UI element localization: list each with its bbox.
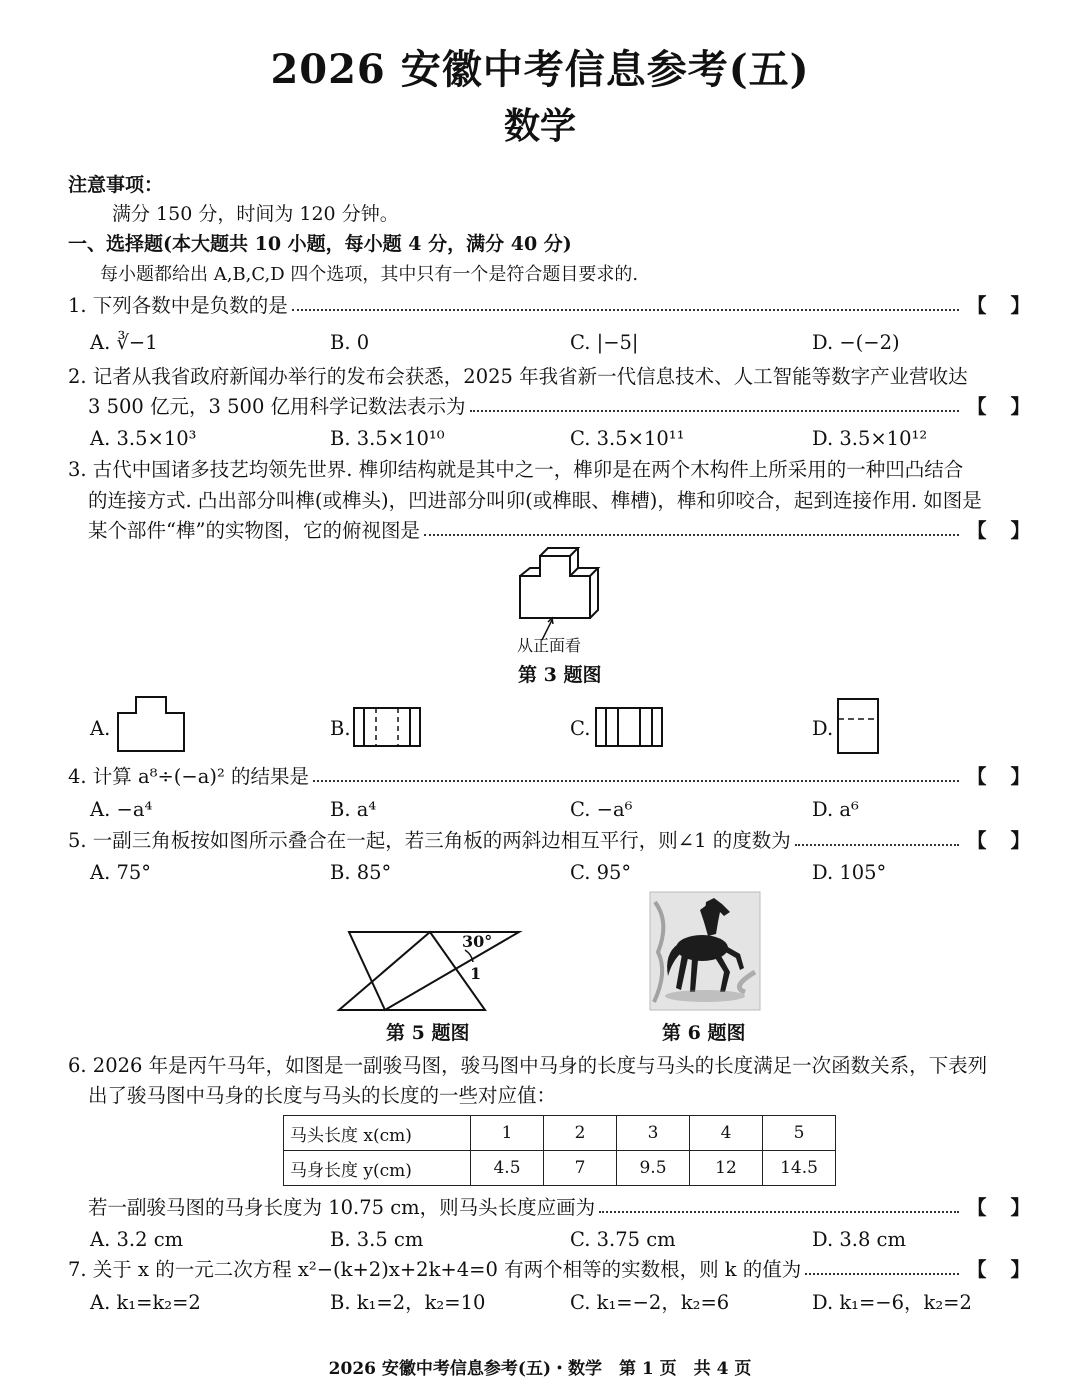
q7-stem: 7. 关于 x 的一元二次方程 x²−(k+2)x+2k+4=0 有两个相等的实数根，则 k 的值为 [68,1258,802,1281]
q7-option-c: C. k₁=−2，k₂=6 [570,1291,730,1314]
leader-dots [599,1195,959,1213]
q4-option-a: A. −a⁴ [90,798,153,821]
q2-stem-row [68,394,1054,420]
q1-option-d: D. −(−2) [812,331,900,354]
exam-title: 2026 安徽中考信息参考(五) [270,46,810,93]
q3-option-a-label: A. [90,717,111,740]
leader-dots [470,394,959,412]
answer-bracket: 【】 [966,294,1054,317]
q3-option-c-label: C. [570,717,591,740]
q7-option-d: D. k₁=−6，k₂=2 [812,1291,972,1314]
section-heading: 一、选择题(本大题共 10 小题，每小题 4 分，满分 40 分) [68,233,572,255]
q3-figure-caption: 第 3 题图 [518,664,602,686]
q3-option-c-shape [594,706,666,750]
leader-dots [292,293,959,311]
q2-option-c: C. 3.5×10¹¹ [570,427,685,450]
q6-stem-line2: 出了骏马图中马身的长度与马头的长度的一些对应值： [88,1084,557,1107]
q6-stem-row [68,1195,1054,1221]
table-row [284,1116,836,1151]
angle-30-label: 30° [462,932,493,951]
notice-heading: 注意事项： [68,174,164,196]
table-cell: 12 [690,1151,763,1186]
q7-option-b: B. k₁=2，k₂=10 [330,1291,486,1314]
horse-length-table [283,1115,836,1186]
triangle-upper [349,932,519,1010]
q3-stem-line3: 某个部件“榫”的实物图，它的俯视图是 [88,519,420,542]
q4-option-b: B. a⁴ [330,798,377,821]
table-cell: 1 [471,1116,544,1151]
q3-stem-row [68,518,1054,544]
q5-stem: 5. 一副三角板按如图所示叠合在一起，若三角板的两斜边相互平行，则∠1 的度数为 [68,829,791,852]
answer-bracket: 【】 [966,395,1054,418]
q4-option-d: D. a⁶ [812,798,859,821]
table-cell: 5 [763,1116,836,1151]
subject-title: 数学 [503,105,576,147]
q4-option-c: C. −a⁶ [570,798,633,821]
answer-bracket: 【】 [966,765,1054,788]
angle-1-label: 1 [470,964,482,983]
q5-option-b: B. 85° [330,861,392,884]
q1-stem-row [68,293,1054,319]
q1-option-b: B. 0 [330,331,370,354]
q2-stem-line1: 2. 记者从我省政府新闻办举行的发布会获悉，2025 年我省新一代信息技术、人工智能等数字产业营收达 [68,365,968,388]
triangle-set-figure [335,928,525,1016]
q3-option-b-shape [352,706,424,750]
table-header-y: 马身长度 y(cm) [284,1151,471,1186]
answer-bracket: 【】 [966,519,1054,542]
q6-stem-line3: 若一副骏马图的马身长度为 10.75 cm，则马头长度应画为 [88,1196,596,1219]
answer-bracket: 【】 [966,1258,1054,1281]
q3-option-d-label: D. [812,717,834,740]
q4-stem: 4. 计算 a⁸÷(−a)² 的结果是 [68,765,309,788]
q2-option-d: D. 3.5×10¹² [812,427,928,450]
q6-option-c: C. 3.75 cm [570,1228,676,1251]
table-cell: 14.5 [763,1151,836,1186]
page-footer: 2026 安徽中考信息参考(五)・数学 第 1 页 共 4 页 [328,1359,752,1379]
q7-option-a: A. k₁=k₂=2 [90,1291,201,1314]
leader-dots [805,1257,959,1275]
q7-stem-row [68,1257,1054,1283]
q2-option-a: A. 3.5×10³ [90,427,197,450]
front-view-label: 从正面看 [517,636,582,655]
answer-bracket: 【】 [966,829,1054,852]
q6-option-b: B. 3.5 cm [330,1228,424,1251]
q2-stem-line2: 3 500 亿元，3 500 亿用科学记数法表示为 [88,395,466,418]
table-header-x: 马头长度 x(cm) [284,1116,471,1151]
leader-dots [795,828,959,846]
leader-dots [313,764,959,782]
q5-figure-caption: 第 5 题图 [386,1022,470,1044]
q4-stem-row [68,764,1054,790]
q5-stem-row [68,828,1054,854]
q3-stem-line2: 的连接方式. 凸出部分叫榫(或榫头)，凹进部分叫卯(或榫眼、榫槽)，榫和卯咬合，起到连接作用. 如图是 [88,489,982,512]
q3-option-a-shape [116,695,188,755]
q3-stem-line1: 3. 古代中国诸多技艺均领先世界. 榫卯结构就是其中之一，榫卯是在两个木构件上所采用的一种凹凸结合 [68,458,964,481]
q2-option-b: B. 3.5×10¹⁰ [330,427,445,450]
q3-option-d-shape [836,697,882,757]
answer-bracket: 【】 [966,1196,1054,1219]
table-cell: 9.5 [617,1151,690,1186]
q5-option-d: D. 105° [812,861,887,884]
table-cell: 3 [617,1116,690,1151]
table-cell: 4 [690,1116,763,1151]
q1-option-c: C. |−5| [570,331,639,354]
q6-stem-line1: 6. 2026 年是丙午马年，如图是一副骏马图，骏马图中马身的长度与马头的长度满足一次函数关系，下表列 [68,1054,988,1077]
section-instruction: 每小题都给出 A,B,C,D 四个选项，其中只有一个是符合题目要求的. [100,264,639,285]
q3-option-b-label: B. [330,717,351,740]
q6-option-a: A. 3.2 cm [90,1228,184,1251]
table-row [284,1151,836,1186]
q6-figure-caption: 第 6 题图 [662,1022,746,1044]
q5-option-c: C. 95° [570,861,632,884]
table-cell: 2 [544,1116,617,1151]
leader-dots [424,518,959,536]
q5-option-a: A. 75° [90,861,152,884]
table-cell: 7 [544,1151,617,1186]
notice-text: 满分 150 分，时间为 120 分钟。 [112,203,399,225]
q1-stem: 1. 下列各数中是负数的是 [68,294,288,317]
q6-option-d: D. 3.8 cm [812,1228,906,1251]
q1-option-a: A. ∛−1 [90,331,158,354]
horse-painting-image [650,892,760,1010]
table-cell: 4.5 [471,1151,544,1186]
